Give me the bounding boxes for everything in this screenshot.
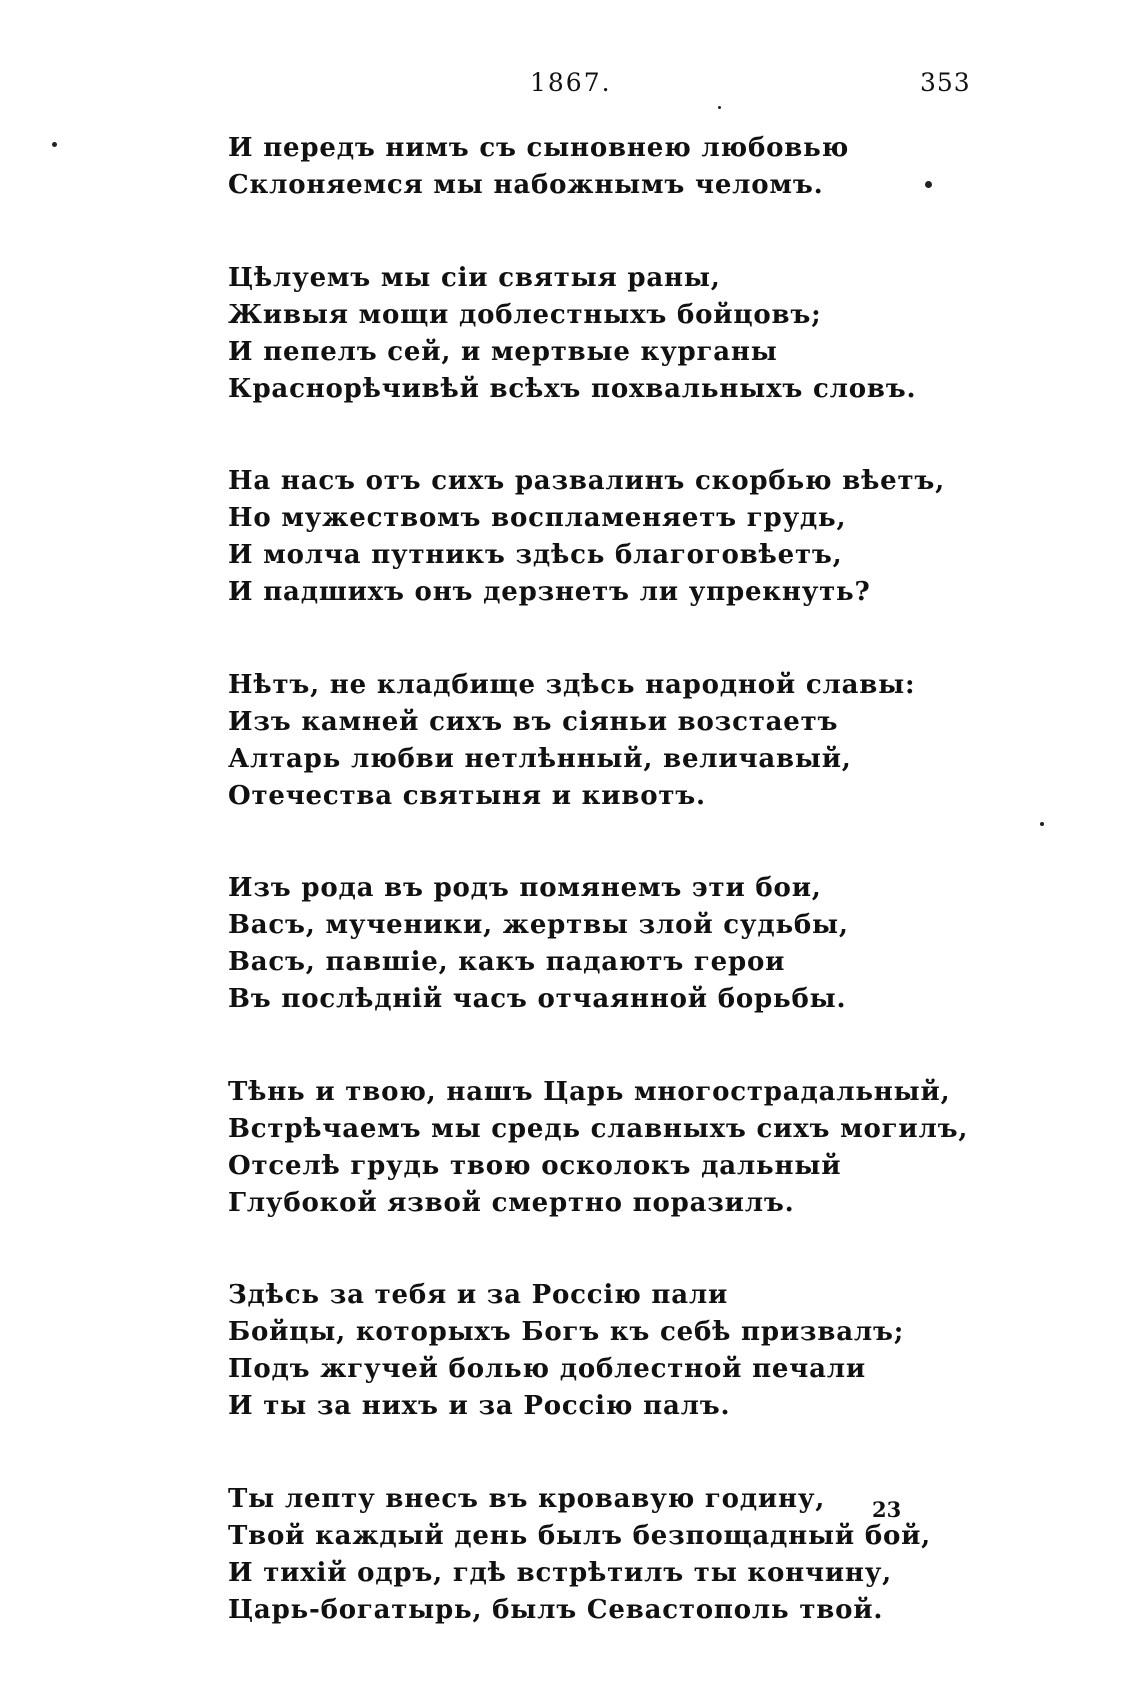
verse-line: Подъ жгучей болью доблестной печали bbox=[228, 1354, 866, 1384]
verse-line: Но мужествомъ воспламеняетъ грудь, bbox=[228, 503, 847, 533]
stanza bbox=[228, 260, 928, 408]
verse-line: Встрѣчаемъ мы средь славныхъ сихъ могилъ, bbox=[228, 1113, 969, 1144]
verse-line: Изъ камней сихъ въ сіяньи возстаетъ bbox=[228, 706, 839, 737]
verse-line: Краснорѣчивѣй всѣхъ похвальныхъ словъ. bbox=[228, 373, 917, 404]
verse-line: Ты лепту внесъ въ кровавую годину, bbox=[228, 1483, 826, 1514]
verse-line: И передъ нимъ съ сыновнею любовью bbox=[228, 133, 850, 163]
verse-line: Царь-богатырь, былъ Севастополь твой. bbox=[228, 1594, 884, 1625]
verse-line: Здѣсь за тебя и за Россію пали bbox=[228, 1280, 729, 1310]
verse-line: Тѣнь и твою, нашъ Царь многострадальный, bbox=[228, 1076, 951, 1107]
verse-line: Бойцы, которыхъ Богъ къ себѣ призвалъ; bbox=[228, 1317, 905, 1347]
page-number: 353 bbox=[920, 68, 971, 97]
verse-line: И молча путникъ здѣсь благоговѣетъ, bbox=[228, 540, 843, 570]
printer-signature-mark: 23 bbox=[872, 1497, 902, 1522]
stanza bbox=[228, 1277, 928, 1425]
poem-text bbox=[228, 130, 969, 1684]
verse-line: Отселѣ грудь твою осколокъ дальный bbox=[228, 1150, 842, 1181]
running-header-year: 1867. bbox=[530, 68, 612, 97]
verse-line: И ты за нихъ и за Россію палъ. bbox=[228, 1391, 731, 1421]
verse-line: Живыя мощи доблестныхъ бойцовъ; bbox=[228, 299, 822, 330]
verse-line: Глубокой язвой смертно поразилъ. bbox=[228, 1187, 795, 1218]
verse-line: На насъ отъ сихъ развалинъ скорбью вѣетъ, bbox=[228, 466, 946, 496]
stanza bbox=[228, 667, 928, 815]
verse-line: И падшихъ онъ дерзнетъ ли упрекнуть? bbox=[228, 577, 871, 607]
verse-line: Нѣтъ, не кладбище здѣсь народной славы: bbox=[228, 669, 916, 700]
stanza bbox=[228, 463, 946, 611]
stanza bbox=[228, 130, 928, 204]
verse-line: Твой каждый день былъ безпощадный бой, bbox=[228, 1520, 932, 1551]
verse-line: Изъ рода въ родъ помянемъ эти бои, bbox=[228, 873, 822, 903]
stanza bbox=[228, 870, 928, 1018]
stanza bbox=[228, 1074, 969, 1222]
verse-line: И тихій одръ, гдѣ встрѣтилъ ты кончину, bbox=[228, 1557, 893, 1588]
verse-line: Алтарь любви нетлѣнный, величавый, bbox=[228, 743, 852, 774]
print-speck bbox=[1040, 822, 1044, 826]
verse-line: Склоняемся мы набожнымъ челомъ. bbox=[228, 170, 824, 200]
verse-line: Въ послѣдній часъ отчаянной борьбы. bbox=[228, 984, 847, 1014]
verse-line: Цѣлуемъ мы сіи святыя раны, bbox=[228, 262, 721, 293]
print-speck bbox=[925, 181, 932, 188]
verse-line: И пепелъ сей, и мертвые курганы bbox=[228, 336, 778, 367]
verse-line: Отечества святыня и кивотъ. bbox=[228, 780, 706, 811]
verse-line: Васъ, павшіе, какъ падаютъ герои bbox=[228, 947, 786, 977]
print-speck bbox=[52, 142, 57, 147]
verse-line: Васъ, мученики, жертвы злой судьбы, bbox=[228, 910, 849, 940]
print-speck bbox=[718, 106, 721, 109]
stanza bbox=[228, 1481, 932, 1629]
